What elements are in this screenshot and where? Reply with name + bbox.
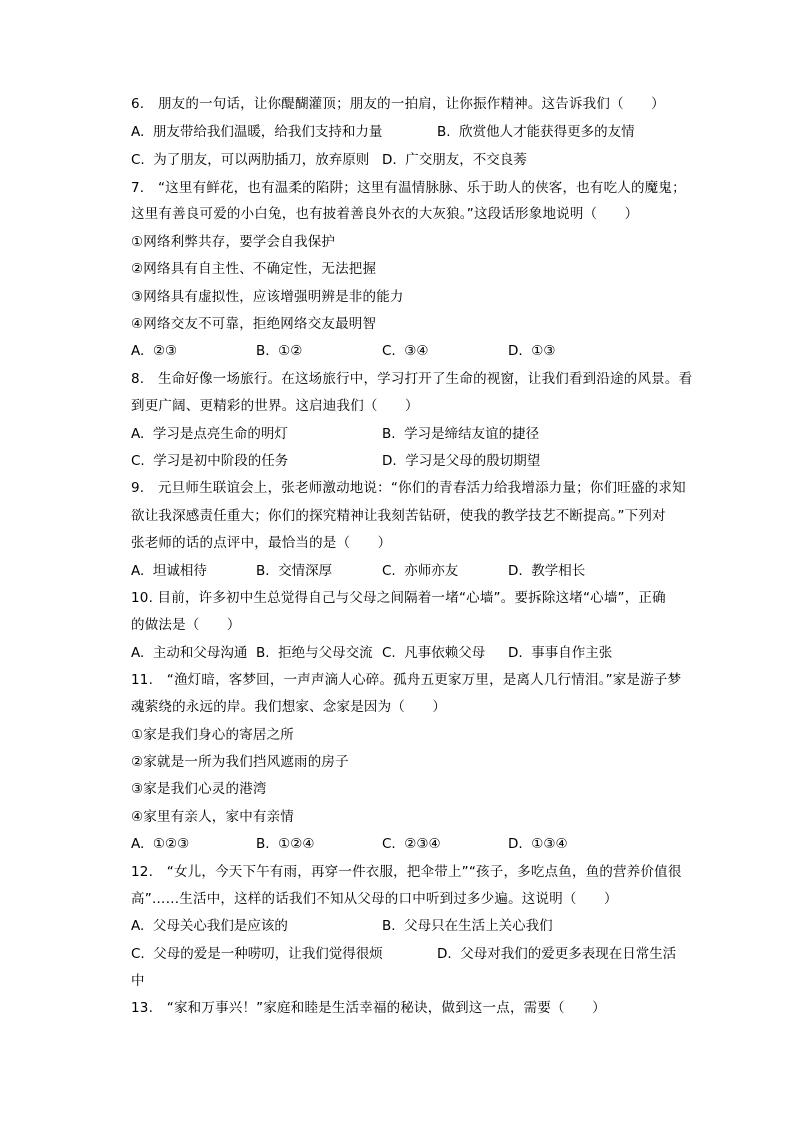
question-11-option-a: A. ①②③ (131, 836, 190, 852)
question-6-option-d: D. 广交朋友，不交良莠 (382, 152, 527, 168)
question-11-option-b: B. ①②④ (256, 836, 315, 852)
question-7-stem-line-2: 这里有善良可爱的小白兔，也有披着善良外衣的大灰狼。”这段话形象地说明（ ） (131, 206, 639, 222)
question-7-statement-2: ②网络具有自主性、不确定性，无法把握 (131, 261, 377, 277)
question-8-option-d: D. 学习是父母的殷切期望 (382, 453, 541, 469)
question-8-stem-line-1: 8. 生命好像一场旅行。在这场旅行中，学习打开了生命的视窗，让我们看到沿途的风景。看 (131, 371, 693, 387)
question-10-option-c: C. 凡事依赖父母 (382, 645, 486, 661)
question-12-option-b: B. 父母只在生活上关心我们 (382, 918, 553, 934)
question-11-statement-1: ①家是我们身心的寄居之所 (131, 727, 295, 743)
question-10-stem-line-2: 的做法是（ ） (131, 617, 241, 633)
question-6-option-a: A. 朋友带给我们温暖，给我们支持和力量 (131, 124, 383, 140)
question-8-option-a: A. 学习是点亮生命的明灯 (131, 426, 288, 442)
question-7-statement-1: ①网络利弊共存，要学会自我保护 (131, 234, 336, 250)
question-7-option-a: A. ②③ (131, 343, 178, 359)
question-9-option-d: D. 教学相长 (508, 563, 586, 579)
question-9-option-b: B. 交情深厚 (256, 563, 333, 579)
question-7-statement-3: ③网络具有虚拟性，应该增强明辨是非的能力 (131, 289, 404, 305)
question-12-stem-line-2: 高”……生活中，这样的话我们不知从父母的口中听到过多少遍。这说明（ ） (131, 891, 618, 907)
question-10-option-a: A. 主动和父母沟通 (131, 645, 248, 661)
question-10-stem-line-1: 10. 目前，许多初中生总觉得自己与父母之间隔着一堵“心墙”。要拆除这堵“心墙”，正确 (131, 590, 666, 606)
question-7-option-d: D. ①③ (508, 343, 556, 359)
question-12-stem-line-1: 12. “女儿，今天下午有雨，再穿一件衣服，把伞带上”“孩子，多吃点鱼，鱼的营养价值很 (131, 864, 682, 880)
question-11-option-d: D. ①③④ (508, 836, 568, 852)
question-9-option-c: C. 亦师亦友 (382, 563, 459, 579)
question-10-option-d: D. 事事自作主张 (508, 645, 613, 661)
question-6-stem: 6. 朋友的一句话，让你醍醐灌顶；朋友的一拍肩，让你振作精神。这告诉我们（ ） (131, 96, 665, 112)
question-9-stem-line-3: 张老师的话的点评中，最恰当的是（ ） (131, 535, 392, 551)
question-6-option-c: C. 为了朋友，可以两肋插刀，放弃原则 (131, 152, 370, 168)
question-11-statement-3: ③家是我们心灵的港湾 (131, 781, 267, 797)
question-8-stem-line-2: 到更广阔、更精彩的世界。这启迪我们（ ） (131, 398, 419, 414)
question-12-option-d: D. 父母对我们的爱更多表现在日常生活 (437, 946, 677, 962)
question-11-stem-line-1: 11. “渔灯暗，客梦回，一声声滴人心碎。孤舟五更家万里，是离人几行情泪。”家是游子梦 (131, 672, 682, 688)
question-7-option-b: B. ①② (256, 343, 303, 359)
question-11-stem-line-2: 魂萦绕的永远的岸。我们想家、念家是因为（ ） (131, 699, 447, 715)
question-12-option-a: A. 父母关心我们是应该的 (131, 918, 288, 934)
question-8-option-c: C. 学习是初中阶段的任务 (131, 453, 289, 469)
question-10-option-b: B. 拒绝与父母交流 (256, 645, 373, 661)
question-7-statement-4: ④网络交友不可靠，拒绝网络交友最明智 (131, 316, 377, 332)
question-13-stem: 13. “家和万事兴！”家庭和睦是生活幸福的秘诀，做到这一点，需要（ ） (131, 1000, 606, 1016)
question-6-option-b: B. 欣赏他人才能获得更多的友情 (437, 124, 635, 140)
question-11-statement-4: ④家里有亲人，家中有亲情 (131, 809, 295, 825)
question-7-stem-line-1: 7. “这里有鲜花，也有温柔的陷阱；这里有温情脉脉、乐于助人的侠客，也有吃人的魔鬼； (131, 180, 686, 196)
question-12-option-d-continued: 中 (131, 973, 145, 989)
question-11-statement-2: ②家就是一所为我们挡风遮雨的房子 (131, 754, 349, 770)
question-12-option-c: C. 父母的爱是一种唠叨，让我们觉得很烦 (131, 946, 383, 962)
question-11-option-c: C. ②③④ (382, 836, 441, 852)
question-9-option-a: A. 坦诚相待 (131, 563, 207, 579)
question-9-stem-line-2: 欲让我深感责任重大；你们的探究精神让我刻苦钻研，使我的教学技艺不断提高。”下列对 (131, 508, 666, 524)
question-8-option-b: B. 学习是缔结友谊的捷径 (382, 426, 540, 442)
question-9-stem-line-1: 9. 元旦师生联谊会上，张老师激动地说：“你们的青春活力给我增添力量；你们旺盛的求知 (131, 480, 686, 496)
question-7-option-c: C. ③④ (382, 343, 429, 359)
